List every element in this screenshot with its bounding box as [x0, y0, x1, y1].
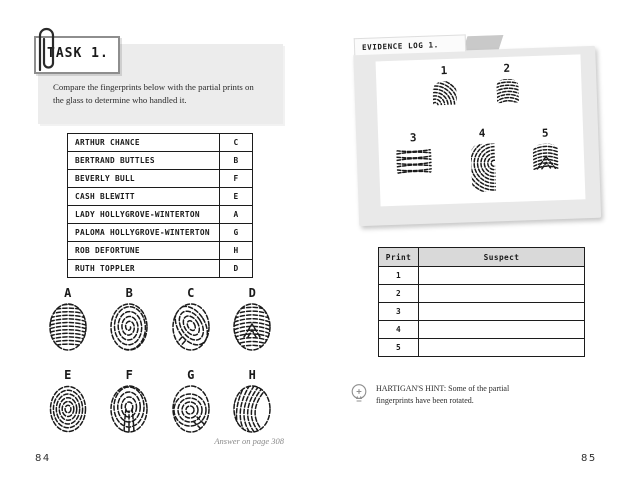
- suspect-letter: E: [220, 188, 253, 206]
- print-number: 5: [379, 339, 419, 357]
- hartigans-hint: [350, 383, 509, 406]
- fingerprint-E: [37, 369, 99, 434]
- suspect-letter: F: [220, 170, 253, 188]
- lightbulb-icon: [350, 383, 368, 405]
- fingerprint-icon: [109, 384, 149, 434]
- fingerprint-grid: [37, 287, 283, 434]
- suspect-name-table: [67, 133, 253, 278]
- table-row: [379, 339, 585, 357]
- suspect-letter: G: [220, 224, 253, 242]
- fingerprint-icon: [171, 302, 211, 352]
- table-row: [68, 170, 253, 188]
- partial-print-label: 1: [440, 64, 448, 78]
- partial-fingerprint-icon: [468, 141, 498, 194]
- table-row: [68, 224, 253, 242]
- folder-body: [353, 46, 601, 226]
- partial-print-4: [460, 127, 506, 194]
- table-row: [379, 303, 585, 321]
- partial-fingerprint-icon: [430, 79, 459, 108]
- hint-line: HARTIGAN'S HINT: Some of the partial: [376, 384, 510, 393]
- suspect-name: BEVERLY BULL: [68, 170, 220, 188]
- suspect-letter: D: [220, 260, 253, 278]
- fingerprint-label: A: [64, 286, 72, 300]
- fingerprint-A: [37, 287, 99, 352]
- table-row: [379, 321, 585, 339]
- page-number-right: 85: [581, 453, 597, 464]
- partial-print-label: 5: [541, 126, 549, 140]
- suspect-letter: B: [220, 152, 253, 170]
- table-row: [68, 242, 253, 260]
- fingerprint-icon: [232, 302, 272, 352]
- page-number-left: 84: [35, 453, 51, 464]
- print-number: 4: [379, 321, 419, 339]
- table-row: [379, 285, 585, 303]
- task-instructions: [53, 81, 254, 107]
- fingerprint-label: G: [187, 368, 195, 382]
- partial-prints-panel: [376, 54, 586, 206]
- suspect-name: RUTH TOPPLER: [68, 260, 220, 278]
- suspect-name: LADY HOLLYGROVE-WINTERTON: [68, 206, 220, 224]
- print-number: 1: [379, 267, 419, 285]
- evidence-log-title: EVIDENCE LOG 1.: [361, 40, 439, 52]
- table-header-row: [379, 248, 585, 267]
- fingerprint-icon: [48, 302, 88, 352]
- suspect-answer-cell[interactable]: [419, 303, 585, 321]
- partial-print-label: 2: [503, 61, 511, 76]
- print-number: 3: [379, 303, 419, 321]
- partial-fingerprint-icon: [494, 76, 521, 105]
- fingerprint-B: [99, 287, 161, 352]
- answer-note: Answer on page 308: [214, 436, 284, 446]
- suspect-answer-cell[interactable]: [419, 339, 585, 357]
- paperclip-icon: [35, 24, 55, 74]
- suspect-answer-cell[interactable]: [419, 285, 585, 303]
- table-row: [379, 267, 585, 285]
- partial-fingerprint-icon: [530, 141, 561, 172]
- fingerprint-label: H: [248, 368, 256, 382]
- suspect-answer-cell[interactable]: [419, 321, 585, 339]
- table-row: [68, 188, 253, 206]
- table-row: [68, 260, 253, 278]
- column-header-suspect: Suspect: [419, 248, 585, 267]
- print-number: 2: [379, 285, 419, 303]
- fingerprint-label: D: [248, 286, 256, 300]
- table-row: [68, 206, 253, 224]
- task-title: TASK 1.: [47, 46, 109, 61]
- suspect-name: ROB DEFORTUNE: [68, 242, 220, 260]
- fingerprint-G: [160, 369, 222, 434]
- suspect-name: CASH BLEWITT: [68, 188, 220, 206]
- fingerprint-icon: [232, 384, 272, 434]
- fingerprint-label: C: [187, 286, 195, 300]
- suspect-name: ARTHUR CHANCE: [68, 134, 220, 152]
- table-row: [68, 134, 253, 152]
- fingerprint-label: F: [125, 368, 133, 382]
- suspect-name: PALOMA HOLLYGROVE-WINTERTON: [68, 224, 220, 242]
- table-row: [68, 152, 253, 170]
- evidence-log-folder: [353, 30, 602, 230]
- fingerprint-icon: [48, 384, 88, 434]
- fingerprint-label: B: [125, 286, 133, 300]
- partial-print-3: [391, 131, 437, 177]
- partial-print-2: [485, 62, 530, 106]
- suspect-letter: A: [220, 206, 253, 224]
- partial-print-1: [422, 64, 467, 108]
- fingerprint-D: [222, 287, 284, 352]
- column-header-print: Print: [379, 248, 419, 267]
- suspect-letter: H: [220, 242, 253, 260]
- fingerprint-icon: [171, 384, 211, 434]
- hint-line: fingerprints have been rotated.: [376, 395, 474, 405]
- fingerprint-icon: [109, 302, 149, 352]
- partial-print-5: [523, 127, 569, 173]
- task-instructions-line: the glass to determine who handled it.: [53, 95, 187, 105]
- fingerprint-H: [222, 369, 284, 434]
- partial-fingerprint-icon: [395, 146, 434, 177]
- task-instructions-line: Compare the fingerprints below with the partial prints on: [53, 82, 254, 92]
- print-suspect-table: [378, 247, 585, 357]
- fingerprint-F: [99, 369, 161, 434]
- hint-text: [376, 383, 509, 406]
- suspect-name: BERTRAND BUTTLES: [68, 152, 220, 170]
- partial-print-label: 4: [478, 126, 486, 140]
- fingerprint-C: [160, 287, 222, 352]
- fingerprint-label: E: [64, 368, 72, 382]
- partial-print-label: 3: [409, 131, 417, 145]
- suspect-answer-cell[interactable]: [419, 267, 585, 285]
- suspect-letter: C: [220, 134, 253, 152]
